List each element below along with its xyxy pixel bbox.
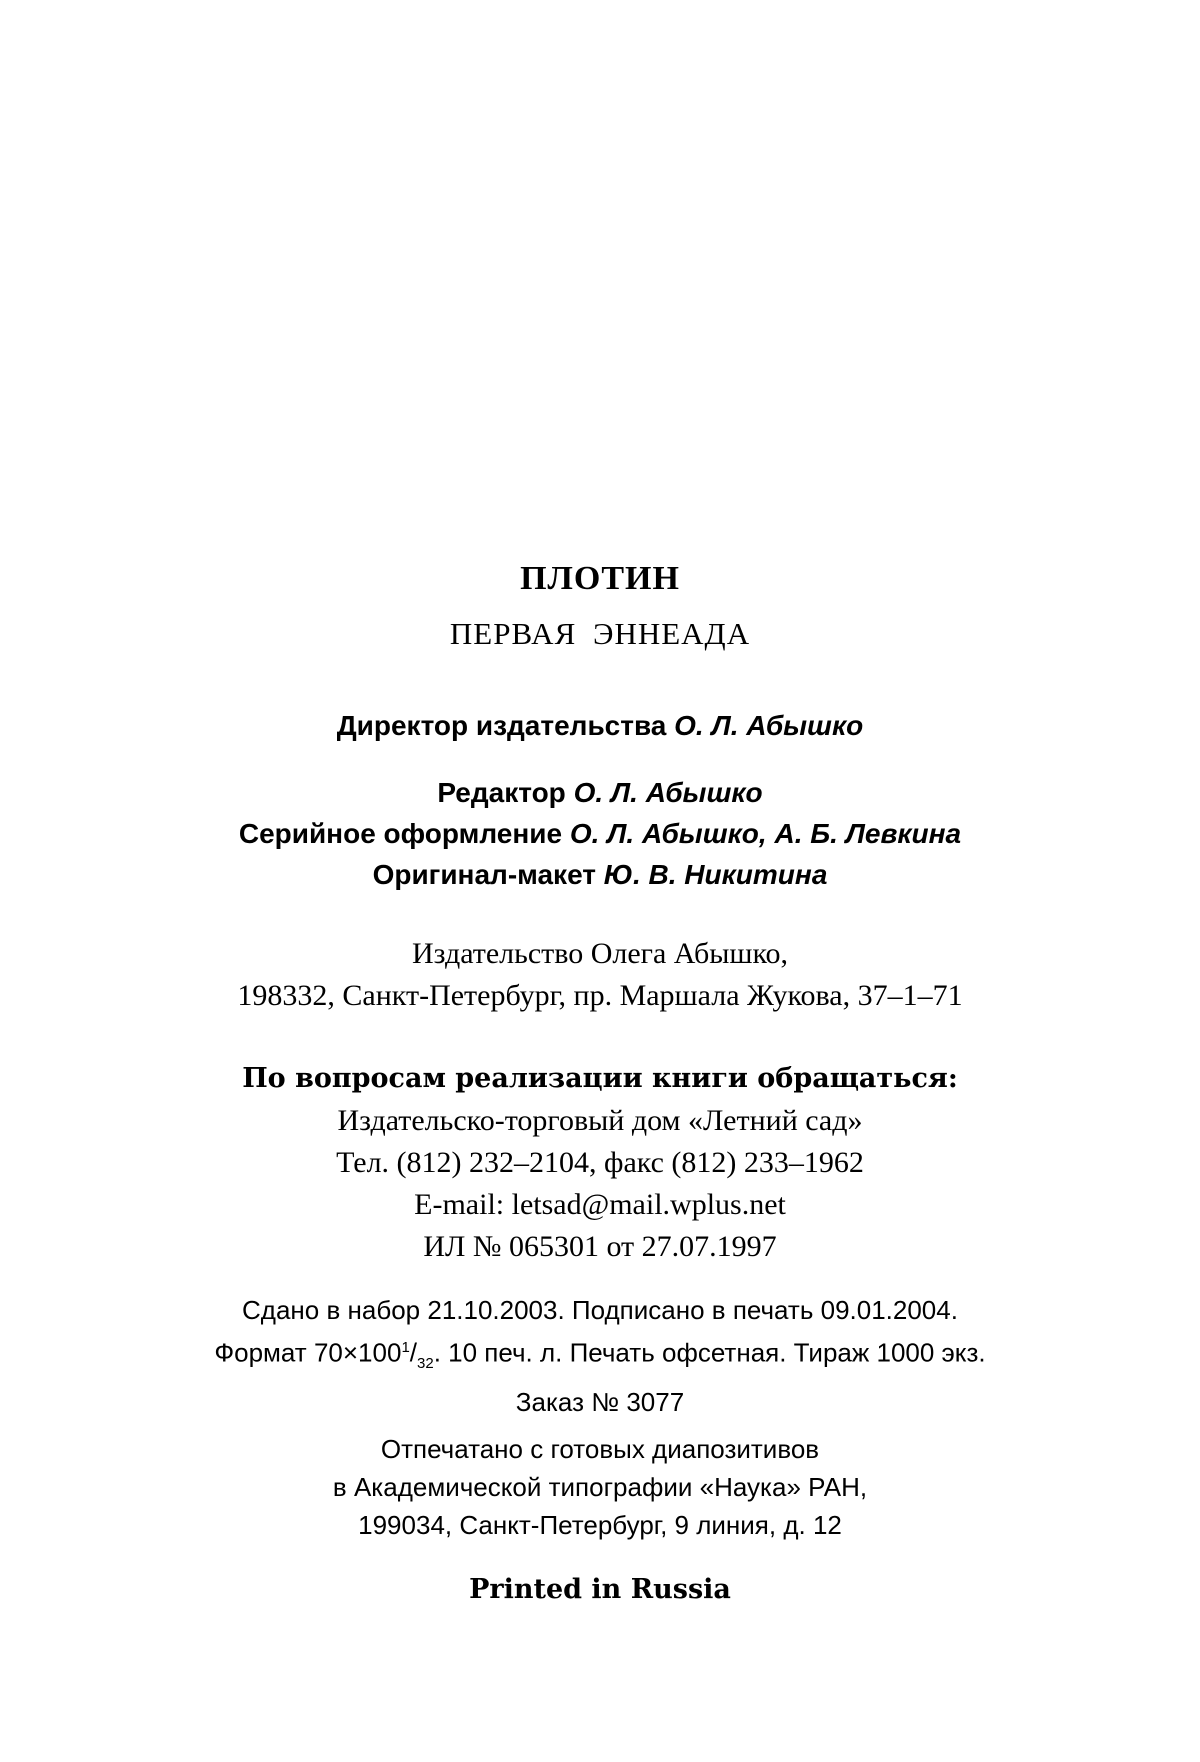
- print-data: [0, 1291, 1200, 1421]
- editor-credit: [0, 772, 1200, 813]
- format-suffix: . 10 печ. л. Печать офсетная. Тираж 1000 экз.: [433, 1337, 986, 1368]
- print-format: [0, 1329, 1200, 1383]
- printer-line-3: 199034, Санкт-Петербург, 9 линия, д. 12: [358, 1510, 842, 1540]
- editor-label: Редактор: [437, 777, 566, 808]
- sales-phone: Тел. (812) 232–2104, факс (812) 233–1962: [336, 1146, 864, 1179]
- series-design-names: О. Л. Абышко, А. Б. Левкина: [569, 818, 962, 849]
- layout-name: Ю. В. Никитина: [603, 859, 828, 890]
- publisher-address: 198332, Санкт-Петербург, пр. Маршала Жукова, 37–1–71: [237, 979, 963, 1012]
- director-name: О. Л. Абышко: [674, 710, 864, 741]
- sales-house: Издательско-торговый дом «Летний сад»: [337, 1104, 863, 1137]
- format-denominator: 32: [417, 1354, 434, 1372]
- layout-label: Оригинал-макет: [372, 859, 596, 890]
- staff-credits: [0, 772, 1200, 895]
- sales-heading: По вопросам реализации книги обращаться:: [242, 1063, 958, 1094]
- author-name: ПЛОТИН: [520, 560, 680, 597]
- format-slash: /: [409, 1337, 418, 1368]
- work-title: ПЕРВАЯ ЭННЕАДА: [449, 616, 751, 651]
- format-prefix: Формат 70×100: [214, 1337, 402, 1368]
- printer-info: [0, 1430, 1200, 1544]
- license-number: ИЛ № 065301 от 27.07.1997: [423, 1230, 777, 1263]
- series-design-label: Серийное оформление: [238, 818, 563, 849]
- printer-line-2: в Академической типографии «Наука» РАН,: [332, 1472, 868, 1502]
- printed-in-russia: Printed in Russia: [469, 1574, 731, 1605]
- sales-email: E-mail: letsad@mail.wplus.net: [414, 1188, 786, 1221]
- director-label: Директор издательства: [336, 710, 667, 741]
- order-number: Заказ № 3077: [515, 1386, 685, 1417]
- editor-name: О. Л. Абышко: [573, 777, 763, 808]
- publisher-info: [0, 933, 1200, 1017]
- printer-line-1: Отпечатано с готовых диапозитивов: [380, 1434, 820, 1464]
- layout-credit: [0, 854, 1200, 895]
- publisher-name: Издательство Олега Абышко,: [411, 937, 789, 970]
- print-dates: Сдано в набор 21.10.2003. Подписано в печать 09.01.2004.: [242, 1295, 958, 1325]
- director-credit: [0, 710, 1200, 742]
- series-design-credit: [0, 813, 1200, 854]
- sales-contacts: [0, 1058, 1200, 1268]
- format-numerator: 1: [401, 1339, 410, 1356]
